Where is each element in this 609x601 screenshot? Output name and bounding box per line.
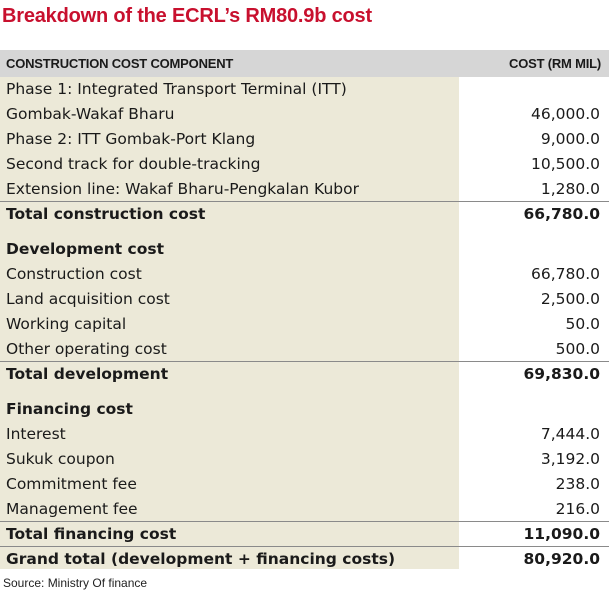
- table-row: [0, 447, 609, 472]
- total-row: [0, 202, 609, 227]
- row-label: Construction cost: [6, 265, 142, 283]
- row-value: 500.0: [555, 340, 600, 358]
- row-label: Extension line: Wakaf Bharu-Pengkalan Kubor: [6, 180, 359, 198]
- table-row: [0, 177, 609, 202]
- row-label: Gombak-Wakaf Bharu: [6, 105, 175, 123]
- table-row: [0, 152, 609, 177]
- row-label: Sukuk coupon: [6, 450, 115, 468]
- row-value: 11,090.0: [523, 525, 600, 543]
- row-label: Second track for double-tracking: [6, 155, 261, 173]
- row-value: 66,780.0: [530, 265, 600, 283]
- row-value: 7,444.0: [540, 425, 600, 443]
- section-gap: [0, 387, 609, 397]
- table-row: [0, 77, 609, 102]
- header-cost: COST (RM MIL): [509, 56, 601, 71]
- row-value: 69,830.0: [523, 365, 600, 383]
- header-component: CONSTRUCTION COST COMPONENT: [6, 56, 234, 71]
- table-row: [0, 287, 609, 312]
- row-label: Financing cost: [6, 400, 133, 418]
- row-label: Other operating cost: [6, 340, 167, 358]
- total-row: [0, 522, 609, 547]
- table-row: [0, 127, 609, 152]
- row-label: Total financing cost: [6, 525, 177, 543]
- row-value: 3,192.0: [540, 450, 600, 468]
- total-row: [0, 362, 609, 387]
- row-label: Total construction cost: [6, 205, 206, 223]
- section-gap: [0, 227, 609, 237]
- row-label: Grand total (development + financing costs): [6, 550, 396, 568]
- row-value: 50.0: [565, 315, 600, 333]
- table-row: [0, 337, 609, 362]
- row-label: Development cost: [6, 240, 165, 258]
- table-row: [0, 422, 609, 447]
- row-value: 9,000.0: [540, 130, 600, 148]
- row-label: Phase 2: ITT Gombak-Port Klang: [6, 130, 256, 148]
- cost-table: [0, 50, 609, 569]
- row-value: 2,500.0: [540, 290, 600, 308]
- table-row: [0, 472, 609, 497]
- row-value: 10,500.0: [530, 155, 600, 173]
- table-row: [0, 312, 609, 337]
- row-label: Commitment fee: [6, 475, 137, 493]
- row-value: 80,920.0: [523, 550, 600, 568]
- page-title: Breakdown of the ECRL’s RM80.9b cost: [2, 5, 372, 27]
- row-label: Interest: [6, 425, 66, 443]
- row-value: 238.0: [555, 475, 600, 493]
- row-label: Land acquisition cost: [6, 290, 170, 308]
- row-value: 216.0: [555, 500, 600, 518]
- section-heading: [0, 237, 609, 262]
- row-label: Phase 1: Integrated Transport Terminal (ITT): [6, 80, 347, 98]
- source-note: Source: Ministry Of finance: [3, 576, 148, 590]
- grand-total-row: [0, 547, 609, 572]
- row-label: Working capital: [6, 315, 127, 333]
- section-heading: [0, 397, 609, 422]
- table-row: [0, 102, 609, 127]
- table-row: [0, 497, 609, 522]
- row-value: 66,780.0: [523, 205, 600, 223]
- table-body: [0, 77, 609, 572]
- table-header: [0, 50, 609, 77]
- row-label: Total development: [6, 365, 169, 383]
- row-value: 46,000.0: [530, 105, 600, 123]
- row-value: 1,280.0: [540, 180, 600, 198]
- table-row: [0, 262, 609, 287]
- row-label: Management fee: [6, 500, 138, 518]
